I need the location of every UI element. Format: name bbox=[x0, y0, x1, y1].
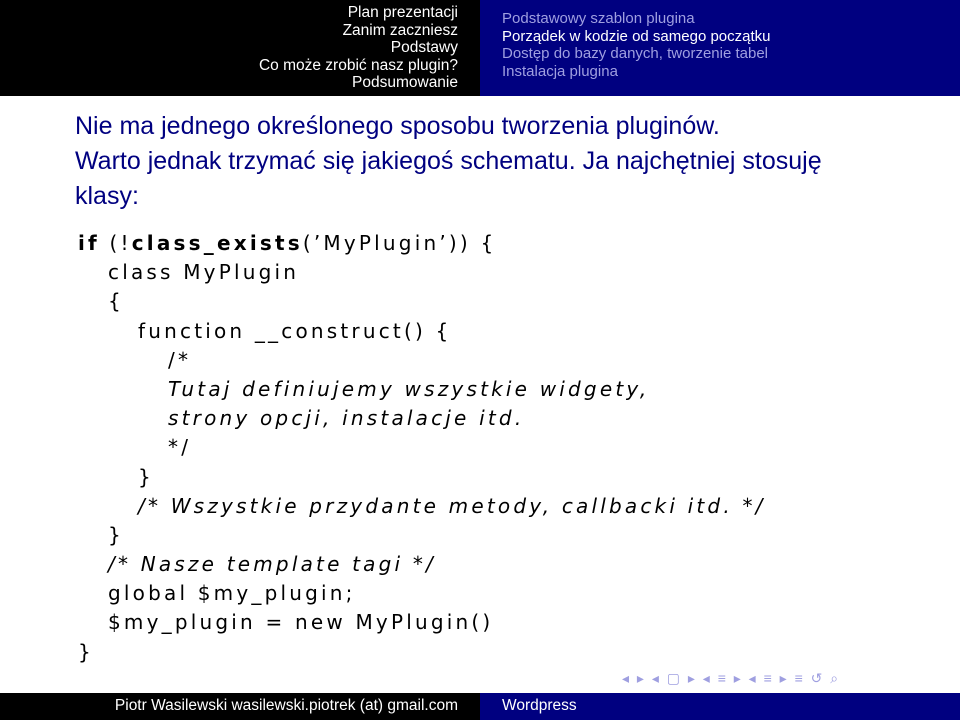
footer-right bbox=[480, 693, 960, 720]
section-link-zanim[interactable]: Zanim zaczniesz bbox=[342, 21, 458, 39]
subsection-link-szablon[interactable]: Podstawowy szablon plugina bbox=[502, 10, 695, 27]
code-keyword-class-exists: class_exists bbox=[131, 231, 303, 255]
header-sections bbox=[0, 0, 480, 96]
intro-text bbox=[75, 109, 905, 214]
beamer-nav-icons[interactable]: ◂ ▸ ◂ ▢ ▸ ◂ ≡ ▸ ◂ ≡ ▸ ≡ ↺ ⌕ bbox=[622, 670, 841, 686]
footer-left bbox=[0, 693, 480, 720]
subsection-nav bbox=[502, 10, 770, 80]
code-line: /* bbox=[168, 347, 192, 372]
section-nav bbox=[259, 4, 458, 92]
code-line: } bbox=[138, 464, 154, 489]
subsection-link-instalacja[interactable]: Instalacja plugina bbox=[502, 62, 618, 80]
code-block bbox=[78, 229, 878, 667]
code-line-fragment: (’MyPlugin’)) { bbox=[302, 231, 497, 255]
code-line: strony opcji, instalacje itd. bbox=[168, 406, 525, 431]
footer-title: Wordpress bbox=[502, 697, 577, 714]
footer-bar bbox=[0, 693, 960, 720]
code-line: */ bbox=[168, 435, 192, 460]
section-link-podsumowanie[interactable]: Podsumowanie bbox=[352, 74, 458, 91]
section-link-co-moze[interactable]: Co może zrobić nasz plugin? bbox=[258, 56, 458, 74]
code-line bbox=[78, 229, 878, 258]
code-line: $my_plugin = new MyPlugin() bbox=[108, 610, 494, 635]
footer-author: Piotr Wasilewski wasilewski.piotrek (at) gmail.com bbox=[114, 697, 458, 714]
section-link-plan[interactable]: Plan prezentacji bbox=[347, 4, 458, 21]
code-line: function __construct() { bbox=[138, 318, 452, 343]
code-line: global $my_plugin; bbox=[108, 581, 356, 606]
code-line-fragment: (! bbox=[99, 231, 132, 255]
header-bar bbox=[0, 0, 960, 96]
code-line: { bbox=[108, 289, 124, 314]
intro-line-1: Nie ma jednego określonego sposobu tworzenia pluginów. bbox=[75, 112, 720, 140]
section-link-podstawy[interactable]: Podstawy bbox=[390, 39, 458, 56]
code-keyword-if: if bbox=[78, 231, 100, 255]
intro-line-3: klasy: bbox=[75, 182, 139, 210]
code-line: } bbox=[78, 639, 94, 664]
subsection-link-baza[interactable]: Dostęp do bazy danych, tworzenie tabel bbox=[502, 45, 768, 62]
code-line: } bbox=[108, 522, 124, 547]
intro-line-2: Warto jednak trzymać się jakiegoś schematu. Ja najchętniej stosuję bbox=[75, 147, 822, 175]
subsection-link-porzadek[interactable]: Porządek w kodzie od samego początku bbox=[502, 27, 771, 45]
code-line: /* Nasze template tagi */ bbox=[108, 552, 436, 577]
code-line: class MyPlugin bbox=[108, 260, 300, 285]
code-line: Tutaj definiujemy wszystkie widgety, bbox=[168, 376, 650, 401]
header-subsections bbox=[480, 0, 960, 96]
code-line: /* Wszystkie przydante metody, callbacki itd. */ bbox=[138, 493, 766, 518]
